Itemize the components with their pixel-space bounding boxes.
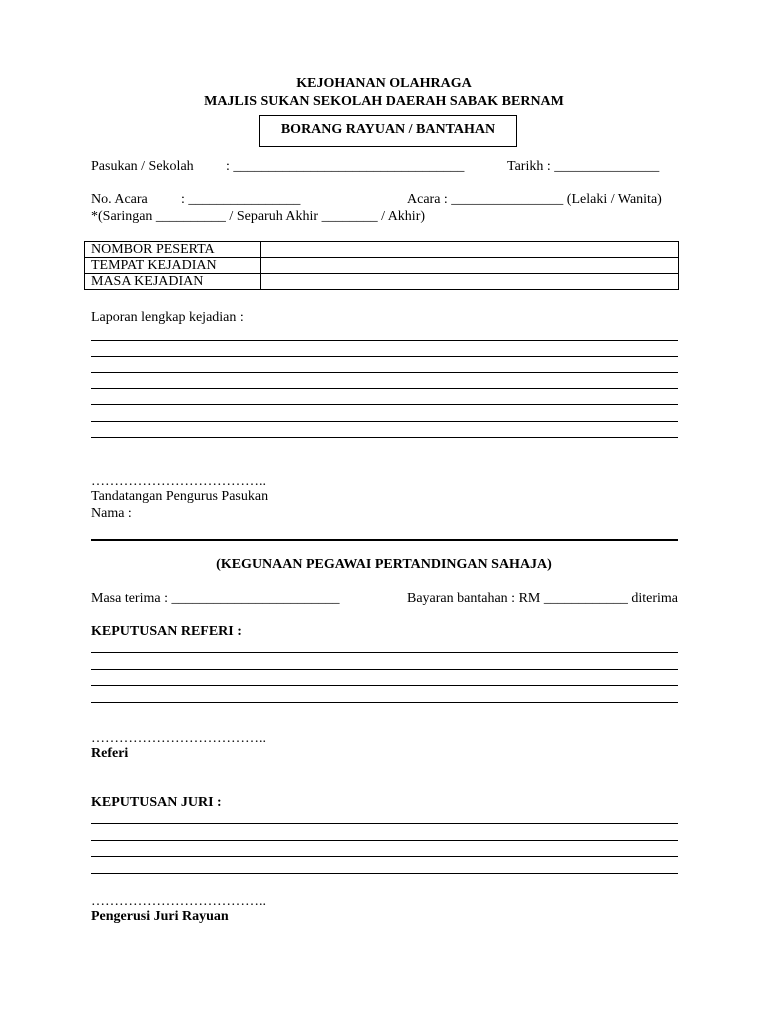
table-row-label: TEMPAT KEJADIAN: [85, 258, 261, 274]
jury-line[interactable]: [91, 856, 678, 857]
team-signature-dots: ………………………………..: [91, 474, 266, 489]
no-acara-label: No. Acara: [91, 192, 148, 207]
incident-info-table: [84, 241, 679, 290]
report-line[interactable]: [91, 437, 678, 438]
jury-signature-dots: ………………………………..: [91, 894, 266, 909]
table-row: [85, 274, 679, 290]
table-row: [85, 242, 679, 258]
bayaran-field[interactable]: Bayaran bantahan : RM ____________ diterima: [407, 591, 678, 606]
report-line[interactable]: [91, 356, 678, 357]
referee-decision-heading: KEPUTUSAN REFERI :: [91, 624, 242, 639]
report-line[interactable]: [91, 340, 678, 341]
table-row: [85, 258, 679, 274]
saringan-field[interactable]: *(Saringan __________ / Separuh Akhir ________ / Akhir): [91, 209, 426, 224]
referee-signature-dots: ………………………………..: [91, 731, 266, 746]
report-line[interactable]: [91, 421, 678, 422]
no-acara-field[interactable]: : ________________: [181, 192, 301, 207]
report-line[interactable]: [91, 372, 678, 373]
report-line[interactable]: [91, 404, 678, 405]
team-manager-name[interactable]: Nama :: [91, 506, 132, 521]
table-row-label: MASA KEJADIAN: [85, 274, 261, 290]
team-signature-title: Tandatangan Pengurus Pasukan: [91, 489, 269, 504]
tarikh-field[interactable]: Tarikh : _______________: [507, 159, 660, 174]
table-row-value[interactable]: [261, 258, 679, 274]
report-line[interactable]: [91, 388, 678, 389]
jury-signature-label: Pengerusi Juri Rayuan: [91, 909, 229, 924]
table-row-value[interactable]: [261, 274, 679, 290]
acara-field[interactable]: Acara : ________________ (Lelaki / Wanita): [407, 192, 662, 207]
referee-signature-label: Referi: [91, 746, 129, 761]
masa-terima-field[interactable]: Masa terima : ________________________: [91, 591, 340, 606]
jury-line[interactable]: [91, 823, 678, 824]
jury-line[interactable]: [91, 840, 678, 841]
header-line-1: KEJOHANAN OLAHRAGA: [296, 76, 472, 91]
form-title-box: BORANG RAYUAN / BANTAHAN: [259, 115, 517, 147]
pasukan-label: Pasukan / Sekolah: [91, 159, 194, 174]
section-divider: [91, 539, 678, 541]
header-line-2: MAJLIS SUKAN SEKOLAH DAERAH SABAK BERNAM: [204, 94, 564, 109]
jury-decision-heading: KEPUTUSAN JURI :: [91, 795, 222, 810]
referee-line[interactable]: [91, 669, 678, 670]
referee-line[interactable]: [91, 702, 678, 703]
official-use-heading: (KEGUNAAN PEGAWAI PERTANDINGAN SAHAJA): [216, 557, 552, 572]
report-label: Laporan lengkap kejadian :: [91, 310, 244, 325]
table-row-label: NOMBOR PESERTA: [85, 242, 261, 258]
jury-line[interactable]: [91, 873, 678, 874]
table-row-value[interactable]: [261, 242, 679, 258]
pasukan-field[interactable]: : _________________________________: [226, 159, 465, 174]
referee-line[interactable]: [91, 652, 678, 653]
referee-line[interactable]: [91, 685, 678, 686]
